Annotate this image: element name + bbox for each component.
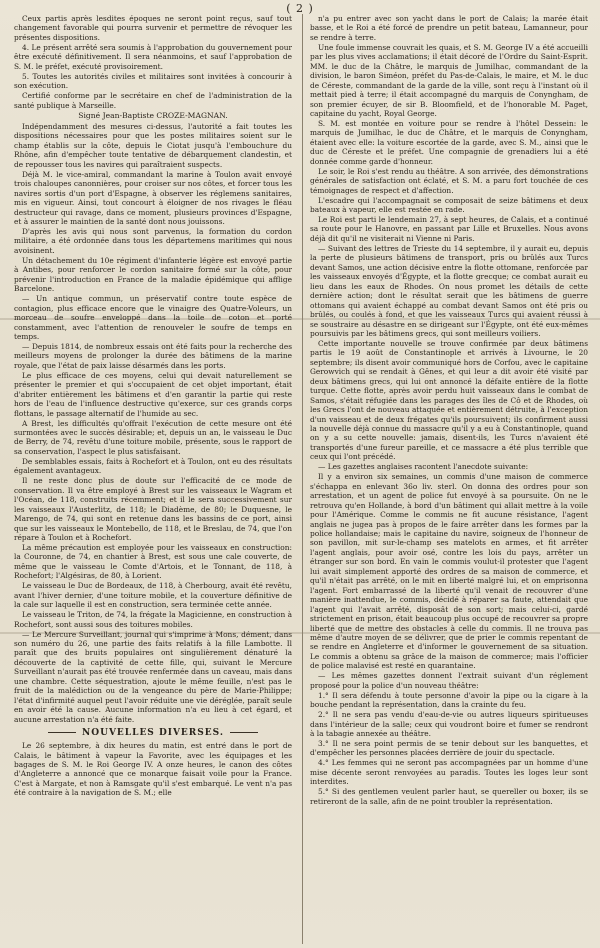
article-paragraph: — Les gazettes anglaises racontent l'anecdote suivante: bbox=[318, 462, 529, 472]
article-paragraph: Il ne reste donc plus de doute sur l'efficacité de ce mode de conservation. Il va être employé à Brest sur les vaisseaux le Wagram et l'Océan, de 118, construits récemment; et il le sera successivement sur les vaisseaux l'Austerlitz, de 118; le Diadème, de 80; le Duquesne, le Marengo, de 74, qui sont en retenue dans les bassins de ce port, ainsi que sur les vaisseaux le Montebello, de 118, et le Breslau, de 74, que l'on répare à Toulon et à Rochefort. bbox=[14, 476, 292, 543]
article-paragraph: De semblables essais, faits à Rochefort et à Toulon, ont eu des résultats également avantageux. bbox=[14, 456, 292, 476]
article-paragraph: 3.° Il ne sera point permis de se tenir debout sur les banquettes, et d'empêcher les personnes placées derrière de jouir du spectacle. bbox=[310, 738, 588, 758]
article-paragraph: Le vaisseau le Duc de Bordeaux, de 118, à Cherbourg, avait été revêtu, avant l'hiver dernier, d'une toiture mobile, et la couverture définitive de la cale sur laquelle il est en construction, sera terminée cette année. bbox=[14, 581, 292, 610]
article-paragraph: 2.° Il ne sera pas vendu d'eau-de-vie ou autres liqueurs spiritueuses dans l'intérieur de la salle; ceux qui voudront boire et fumer se rendront à la tabagie annexée au théâtre. bbox=[310, 710, 588, 738]
article-paragraph: Un détachement du 10e régiment d'infanterie légère est envoyé partie à Antibes, pour renforcer le cordon sanitaire formé sur la côte, pour prévenir l'introduction en France de la maladie épidémique qui afflige Barcelone. bbox=[14, 255, 292, 294]
left-column bbox=[14, 14, 292, 944]
article-paragraph: — Suivant des lettres de Trieste du 14 septembre, il y aurait eu, depuis la perte de plusieurs bâtimens de transport, pris ou brûlés aux Turcs devant Samos, une action décisive entre la flotte ottomane, renforcée par les vaisseaux envoyés d'Égypte, et la flotte grecque; ce combat aurait eu lieu dans les eaux de Rhodes. On nous promet les détails de cette dernière action; dont le résultat serait que les bâtimens de guerre ottomans qui avaient échappé au combat devant Samos ont été pris ou brûlés, ou coulés à fond, et que les vaisseaux Turcs qui avaient réussi à se soustraire au désastre en se dirigeant sur l'Égypte, ont été eux-mêmes poursuivis par les bâtimens grecs, qui sont meilleurs voiliers. bbox=[310, 243, 588, 338]
article-paragraph: Déjà M. le vice-amiral, commandant la marine à Toulon avait envoyé trois chaloupes canonnières, pour croiser sur nos côtes, et forcer tous les navires sortis d'un port d'Espagne, à observer les réglemens sanitaires, mis en vigueur. Ainsi, tout concourt à éloigner de nos rivages le fléau destructeur qui ravage, dans ce moment, plusieurs provinces d'Espagne, et à assurer le maintien de la santé dont nous jouissons. bbox=[14, 169, 292, 227]
article-paragraph: La même précaution est employée pour les vaisseaux en construction: la Couronne, de 74, en chantier à Brest, est sous une cale couverte, de même que le vaisseau le Comte d'Artois, et le Tonnant, de 118, à Rochefort; l'Algésiras, de 80, à Lorient. bbox=[14, 542, 292, 581]
article-paragraph: Ceux partis après lesdites époques ne seront point reçus, sauf tout changement favorable qui pourra survenir et permettre de révoquer les présentes dispositions. bbox=[14, 14, 292, 42]
article-paragraph: Le soir, le Roi s'est rendu au théâtre. A son arrivée, des démonstrations générales de satisfaction ont éclaté, et S. M. a paru fort touchée de ces témoignages de respect et d'affection. bbox=[310, 166, 588, 195]
article-paragraph: — Les mêmes gazettes donnent l'extrait suivant d'un réglement proposé pour la police d'un nouveau théâtre: bbox=[310, 671, 588, 690]
article-paragraph: Indépendamment des mesures ci-dessus, l'autorité a fait toutes les dispositions nécessaires pour que les postes militaires soient sur le champ établis sur la côte, depuis le Ciotat jusqu'à l'embouchure du Rhône, afin d'empêcher toute tentative de débarquement clandestin, et de repousser tous les navires qui paraîtraient suspects. bbox=[14, 122, 292, 169]
section-heading: NOUVELLES DIVERSES. bbox=[14, 728, 292, 738]
article-paragraph: L'escadre qui l'accompagnait se composait de seize bâtimens et deux bateaux à vapeur, elle est restée en rade. bbox=[310, 195, 588, 215]
article-paragraph: n'a pu entrer avec son yacht dans le port de Calais; la marée était basse, et le Roi a été forcé de prendre un petit bateau, Lamanneur, pour se rendre à terre. bbox=[310, 14, 588, 42]
article-paragraph: S. M. est montée en voiture pour se rendre à l'hôtel Dessein: le marquis de Jumilhac, le duc de Châtre, et le marquis de Conyngham, étaient avec elle: la voiture escortée de la garde, avec S. M., ainsi que le duc de Céreste et le préfet. Une compagnie de grenadiers lui a été donnée comme garde d'honneur. bbox=[310, 118, 588, 166]
article-paragraph: Le plus efficace de ces moyens, celui qui devait naturellement se présenter le premier et qui s'occupaient de cet objet important, était d'abriter entièrement les bâtimens et d'en garantir la partie qui reste hors de l'eau de l'influence destructive qu'exerce, sur ces grands corps flottans, le passage alternatif de l'humide au sec. bbox=[14, 370, 292, 418]
article-paragraph: — Un antique commun, un préservatif contre toute espèce de contagion, plus efficace encore que le vinaigre des Quatre-Voleurs, un morceau de soufre enveloppé dans la toile de coton et porté constamment, avec l'attention de renouveler le soufre de temps en temps. bbox=[14, 294, 292, 341]
right-column bbox=[302, 14, 588, 944]
article-paragraph: Cette importante nouvelle se trouve confirmée par deux bâtimens partis le 19 août de Constantinople et arrivés à Livourne, le 20 septembre; ils disent avoir communiqué hors de Corfou, avec le capitaine Gerowvich qui se rendait à Gênes, et qui leur a dit avoir été visité par deux bâtimens grecs, qui lui ont annoncé la défaite entière de la flotte turque. Cette flotte, après avoir perdu huit vaisseaux dans le combat de Samos, s'était réfugiée dans les parages des îles de Cô et de Rhodes, où les Grecs l'ont de nouveau attaquée et entièrement détruite, à l'exception d'un vaisseau et de deux frégates qu'ils poursuivent; ils confirment aussi la nouvelle déjà connue du massacre qu'il y a eu à Constantinople, quand on y a su cette nouvelle: jamais, disent-ils, les Turcs n'avaient été transportés d'une fureur pareille, et ce massacre a été plus terrible que ceux qui l'ont précédé. bbox=[310, 338, 588, 462]
article-paragraph: Certifié conforme par le secrétaire en chef de l'administration de la santé publique à Marseille. bbox=[14, 91, 292, 110]
article-paragraph: 5. Toutes les autorités civiles et militaires sont invitées à concourir à son exécution. bbox=[14, 71, 292, 91]
article-paragraph: 5.° Si des gentlemen veulent parler haut, se quereller ou boxer, ils se retireront de la salle, afin de ne point troubler la représentation. bbox=[310, 787, 588, 806]
article-paragraph: — Depuis 1814, de nombreux essais ont été faits pour la recherche des meilleurs moyens de prolonger la durée des bâtimens de la marine royale, que l'état de paix laisse désarmés dans les ports. bbox=[14, 341, 292, 370]
article-paragraph: Le vaisseau le Triton, de 74, la frégate la Magicienne, en construction à Rochefort, sont aussi sous des toitures mobiles. bbox=[14, 610, 292, 629]
article-paragraph: Il y a environ six semaines, un commis d'une maison de commerce s'échappa en enlevant 36o liv. sterl. On donna des ordres pour son arrestation, et un agent de police fut envoyé à sa poursuite. On ne le retrouva qu'en Hollande, à bord d'un bâtiment qui allait mettre à la voile pour l'Amérique. Comme le commis ne fit aucune résistance, l'agent anglais ne jugea pas à propos de le faire arrêter dans les formes par la police hollandaise; mais le capitaine du navire, soigneux de l'honneur de son pavillon, mit sur-le-champ ses matelots en armes, et fit arrêter l'agent anglais, pour avoir osé, contre les lois du pays, arrêter un étranger sur son bord. En vain le commis voulut-il protester que l'agent lui avait simplement apporté des ordres de sa maison de commerce, et qu'il n'était pas arrêté, on le mit en liberté malgré lui, et on emprisonna l'agent. Fort embarrassé de la liberté qu'il venait de recouvrer d'une manière inattendue, le commis, décidé à réparer sa faute, attendait que l'agent qui l'avait arrêté, disposât de son sort; mais celui-ci, gardé strictement en prison, était beaucoup plus occupé de recouvrer sa propre liberté que de mettre des obstacles à celle du commis. Il ne trouva pas même d'autre moyen de se délivrer, que de prier le commis repentant de se rendre en Angleterre et d'informer le gouvernement de sa situation. Le commis a obtenu sa grâce de la maison de commerce; mais l'officier de police malavisé est resté en quarantaine. bbox=[310, 472, 588, 671]
signature: Signé Jean-Baptiste CROZE-MAGNAN. bbox=[78, 111, 228, 121]
article-paragraph: — Le Mercure Surveillant, journal qui s'imprime à Mons, dément, dans son numéro du 26, une partie des faits relatifs à la fille Lambotte. Il paraît que des bruits populaires ont singulièrement dénaturé la découverte de la captivité de cette fille, qui, suivant le Mercure Surveillant n'aurait pas été trouvée renfermée dans un caveau, mais dans une chambre. Cette séquestration, ajoute le même feuille, n'est pas le fruit de la malédiction ou de la vengeance du père de Marie-Philippe; l'état d'infirmité auquel peut l'avoir réduite une vie déréglée, paraît seule en avoir été la cause. Aucune information n'a eu lieu à cet égard, et aucune arrestation n'a été faite. bbox=[14, 629, 292, 724]
article-paragraph: A Brest, les difficultés qu'offrait l'exécution de cette mesure ont été surmontées avec le succès désirable; et, depuis un an, le vaisseau le Duc de Berry, de 74, revêtu d'une toiture mobile, présente, sous le rapport de sa conservation, l'aspect le plus satisfaisant. bbox=[14, 418, 292, 456]
article-paragraph: Une foule immense couvrait les quais, et S. M. George IV a été accueilli par les plus vives acclamations; il était décoré de l'Ordre du Saint-Esprit. MM. le duc de la Châtre, le marquis de Jumilhac, commandant de la division, le baron Siméon, préfet du Pas-de-Calais, le maire, et M. le duc de Céreste, commandant de la garde de la ville, sont reçu à l'instant où il mettait pied à terre; il était accompagné du marquis de Conyngham, de son premier écuyer, de sir B. Bloomfield, et de l'honorable M. Paget, capitaine du yacht, Royal George. bbox=[310, 42, 588, 119]
article-paragraph: Le 26 septembre, à dix heures du matin, est entré dans le port de Calais, le bâtiment à vapeur la Favorite, avec les équipages et les bagages de S. M. le Roi George IV. A onze heures, le canon des côtes d'Angleterre a annoncé que ce monarque faisait voile pour la France. C'est à Margate, et non à Ramsgate qu'il s'est embarqué. Le vent n'a pas été contraire à la navigation de S. M.; elle bbox=[14, 741, 292, 798]
article-paragraph: D'après les avis qui nous sont parvenus, la formation du cordon militaire, a été ordonnée dans tous les départemens maritimes qui nous avoisinent. bbox=[14, 227, 292, 255]
article-paragraph: 4.° Les femmes qui ne seront pas accompagnées par un homme d'une mise décente seront renvoyées au paradis. Toutes les loges leur sont interdites. bbox=[310, 758, 588, 787]
page-number: ( 2 ) bbox=[286, 2, 314, 15]
article-paragraph: 4. Le présent arrêté sera soumis à l'approbation du gouvernement pour être exécuté définitivement. Il sera néanmoins, et sauf l'approbation de S. M. le préfet, exécuté provisoirement. bbox=[14, 42, 292, 71]
article-paragraph: 1.° Il sera défendu à toute personne d'avoir la pipe ou la cigare à la bouche pendant la représentation, dans la crainte du feu. bbox=[310, 690, 588, 710]
article-paragraph: Le Roi est parti le lendemain 27, à sept heures, de Calais, et a continué sa route pour le Hanovre, en passant par Lille et Bruxelles. Nous avons déjà dit qu'il ne visiterait ni Vienne ni Paris. bbox=[310, 215, 588, 243]
